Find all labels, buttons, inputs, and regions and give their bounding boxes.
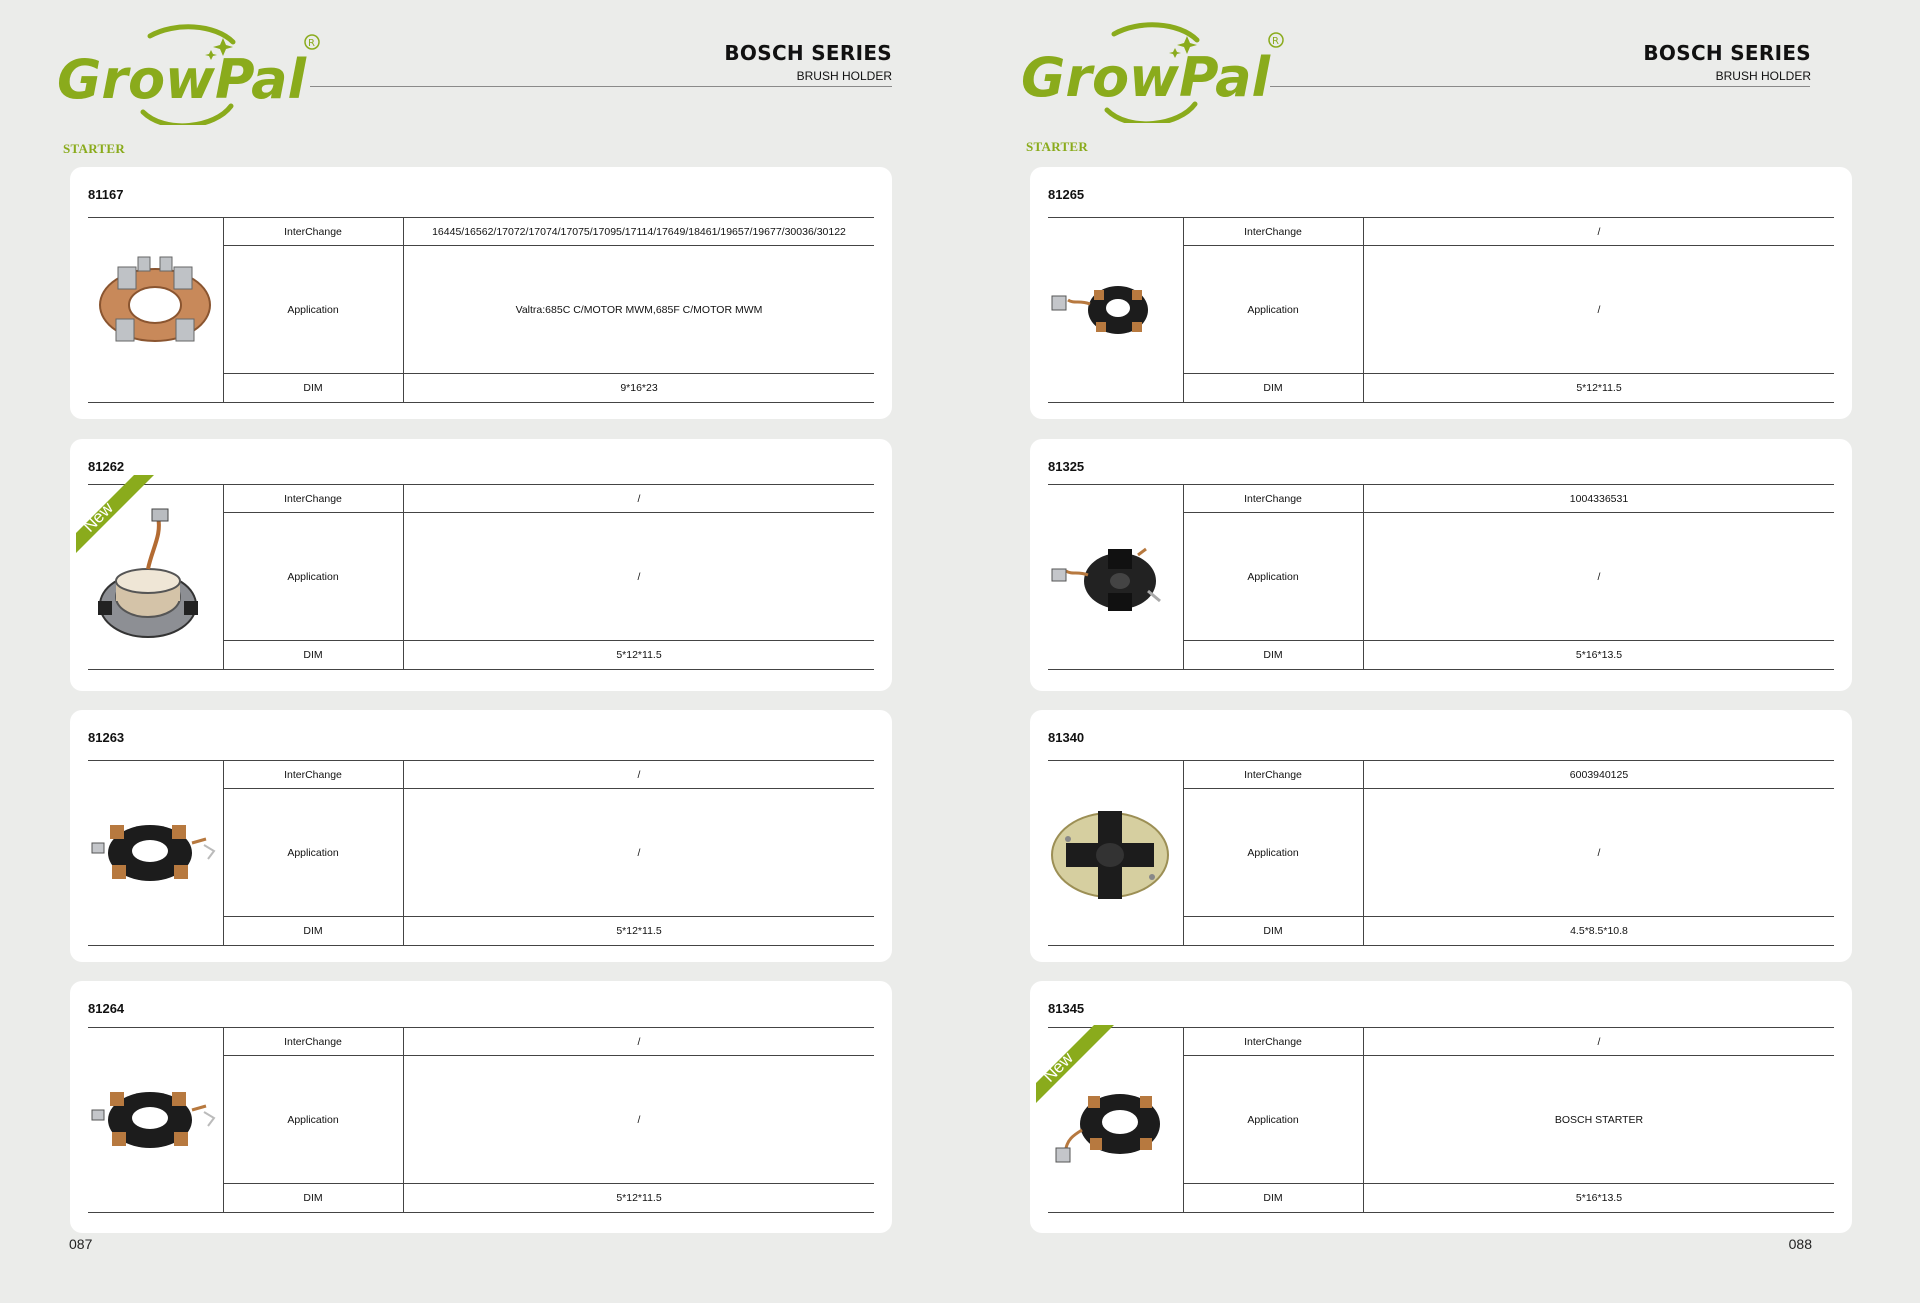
- interchange-value: /: [1597, 225, 1601, 238]
- application-value: BOSCH STARTER: [1554, 1113, 1644, 1126]
- spec-row-interchange: [1183, 485, 1834, 513]
- svg-text:New: New: [1039, 1048, 1077, 1086]
- growpal-logo: [1019, 18, 1289, 123]
- spec-table: [1048, 217, 1834, 403]
- spec-row-application: [1183, 246, 1834, 374]
- interchange-value: /: [1597, 1035, 1601, 1048]
- spec-row-interchange: [1183, 761, 1834, 789]
- svg-text:R: R: [308, 38, 315, 49]
- section-label: STARTER: [1026, 139, 1089, 154]
- small-brush-holder-image: [1048, 535, 1183, 625]
- spec-row-interchange: [223, 761, 874, 789]
- spec-table: [88, 1027, 874, 1213]
- product-code: 81325: [1048, 459, 1085, 474]
- dim-label: DIM: [223, 1184, 404, 1212]
- spec-row-dim: [223, 917, 874, 945]
- spec-row-dim: [1183, 1184, 1834, 1212]
- application-value: /: [1597, 570, 1601, 583]
- interchange-label: InterChange: [223, 218, 404, 245]
- plate-cross-brush-holder-image: [1048, 799, 1183, 909]
- spec-row-application: [1183, 789, 1834, 917]
- spec-row-application: [1183, 513, 1834, 641]
- section-label: STARTER: [63, 141, 126, 156]
- header-rule: [310, 86, 892, 87]
- application-label: Application: [223, 246, 404, 373]
- dim-label: DIM: [1183, 1184, 1364, 1212]
- application-label: Application: [1183, 513, 1364, 640]
- interchange-label: InterChange: [1183, 218, 1364, 245]
- dim-label: DIM: [223, 641, 404, 669]
- spec-table: [1048, 1027, 1834, 1213]
- interchange-label: InterChange: [1183, 1028, 1364, 1055]
- product-code: 81265: [1048, 187, 1085, 202]
- application-label: Application: [1183, 246, 1364, 373]
- application-label: Application: [223, 513, 404, 640]
- interchange-label: InterChange: [1183, 485, 1364, 512]
- dim-value: 5*16*13.5: [1575, 649, 1623, 661]
- dim-label: DIM: [1183, 641, 1364, 669]
- spec-row-application: [1183, 1056, 1834, 1184]
- spec-row-interchange: [1183, 1028, 1834, 1056]
- interchange-label: InterChange: [223, 1028, 404, 1055]
- dim-value: 4.5*8.5*10.8: [1570, 925, 1628, 937]
- product-code: 81263: [88, 730, 125, 745]
- spec-row-interchange: [223, 218, 874, 246]
- dim-label: DIM: [1183, 917, 1364, 945]
- spec-row-application: [223, 789, 874, 917]
- series-title: BOSCH SERIES: [1643, 41, 1811, 65]
- dim-value: 9*16*23: [620, 382, 658, 394]
- product-card: [1030, 167, 1852, 419]
- new-badge: [76, 475, 156, 555]
- dim-value: 5*16*13.5: [1575, 1192, 1623, 1204]
- interchange-value: /: [637, 1035, 641, 1048]
- product-image-cell: [1048, 761, 1184, 945]
- spec-table: [88, 760, 874, 946]
- product-code: 81167: [88, 187, 124, 202]
- application-value: /: [637, 1113, 641, 1126]
- product-card: [70, 710, 892, 962]
- application-value: /: [1597, 303, 1601, 316]
- dim-label: DIM: [223, 917, 404, 945]
- spec-row-dim: [1183, 374, 1834, 402]
- product-image-cell: [1048, 485, 1184, 669]
- application-value: /: [637, 846, 641, 859]
- interchange-value: 1004336531: [1569, 492, 1629, 505]
- svg-text:New: New: [79, 498, 117, 536]
- growpal-logo: [55, 20, 325, 125]
- catalog-page-right: [960, 0, 1920, 1303]
- interchange-label: InterChange: [223, 761, 404, 788]
- small-brush-holder-image: [1048, 270, 1183, 350]
- interchange-value: 16445/16562/17072/17074/17075/17095/17114/17649/18461/19657/19677/30036/30122: [432, 225, 846, 238]
- product-image-cell: [88, 1028, 224, 1212]
- svg-text:GrowPal: GrowPal: [1021, 46, 1271, 109]
- spec-row-dim: [223, 374, 874, 402]
- interchange-label: InterChange: [1183, 761, 1364, 788]
- spec-row-interchange: [1183, 218, 1834, 246]
- spec-table: [1048, 760, 1834, 946]
- spec-table: [88, 217, 874, 403]
- page-number: 087: [69, 1236, 93, 1252]
- spec-table: [1048, 484, 1834, 670]
- black-brush-holder-image: [88, 803, 223, 903]
- application-value: /: [1597, 846, 1601, 859]
- product-card: [1030, 710, 1852, 962]
- spec-row-application: [223, 246, 874, 374]
- product-image-cell: [88, 761, 224, 945]
- spec-row-interchange: [223, 485, 874, 513]
- spec-row-dim: [1183, 641, 1834, 669]
- dim-value: 5*12*11.5: [1576, 382, 1622, 394]
- svg-text:R: R: [1272, 36, 1279, 47]
- spec-row-application: [223, 1056, 874, 1184]
- interchange-value: /: [637, 768, 641, 781]
- dim-value: 5*12*11.5: [616, 649, 662, 661]
- page-number: 088: [1788, 1236, 1812, 1252]
- application-value: Valtra:685C C/MOTOR MWM,685F C/MOTOR MWM: [515, 303, 763, 316]
- series-subtitle: BRUSH HOLDER: [1715, 69, 1811, 83]
- product-card: [70, 981, 892, 1233]
- application-value: /: [637, 570, 641, 583]
- product-image-cell: [88, 218, 224, 402]
- black-brush-holder-image: [88, 1070, 223, 1170]
- application-label: Application: [223, 789, 404, 916]
- series-subtitle: BRUSH HOLDER: [796, 69, 892, 83]
- header-rule: [1270, 86, 1810, 87]
- interchange-label: InterChange: [223, 485, 404, 512]
- new-badge: [1036, 1025, 1116, 1105]
- product-code: 81262: [88, 459, 125, 474]
- dim-value: 5*12*11.5: [616, 925, 662, 937]
- application-label: Application: [1183, 789, 1364, 916]
- spec-row-dim: [223, 641, 874, 669]
- spec-row-application: [223, 513, 874, 641]
- dim-value: 5*12*11.5: [616, 1192, 662, 1204]
- product-card: [70, 439, 892, 691]
- product-card: [70, 167, 892, 419]
- interchange-value: /: [637, 492, 641, 505]
- application-label: Application: [1183, 1056, 1364, 1183]
- spec-row-interchange: [223, 1028, 874, 1056]
- dim-label: DIM: [1183, 374, 1364, 402]
- spec-row-dim: [223, 1184, 874, 1212]
- product-code: 81264: [88, 1001, 125, 1016]
- spec-row-dim: [1183, 917, 1834, 945]
- product-code: 81345: [1048, 1001, 1085, 1016]
- spec-table: [88, 484, 874, 670]
- dim-label: DIM: [223, 374, 404, 402]
- product-card: [1030, 981, 1852, 1233]
- copper-brush-holder-image: [88, 253, 223, 363]
- product-image-cell: [1048, 218, 1184, 402]
- svg-text:GrowPal: GrowPal: [57, 48, 307, 111]
- product-card: [1030, 439, 1852, 691]
- series-title: BOSCH SERIES: [724, 41, 892, 65]
- interchange-value: 6003940125: [1569, 768, 1629, 781]
- application-label: Application: [223, 1056, 404, 1183]
- product-code: 81340: [1048, 730, 1085, 745]
